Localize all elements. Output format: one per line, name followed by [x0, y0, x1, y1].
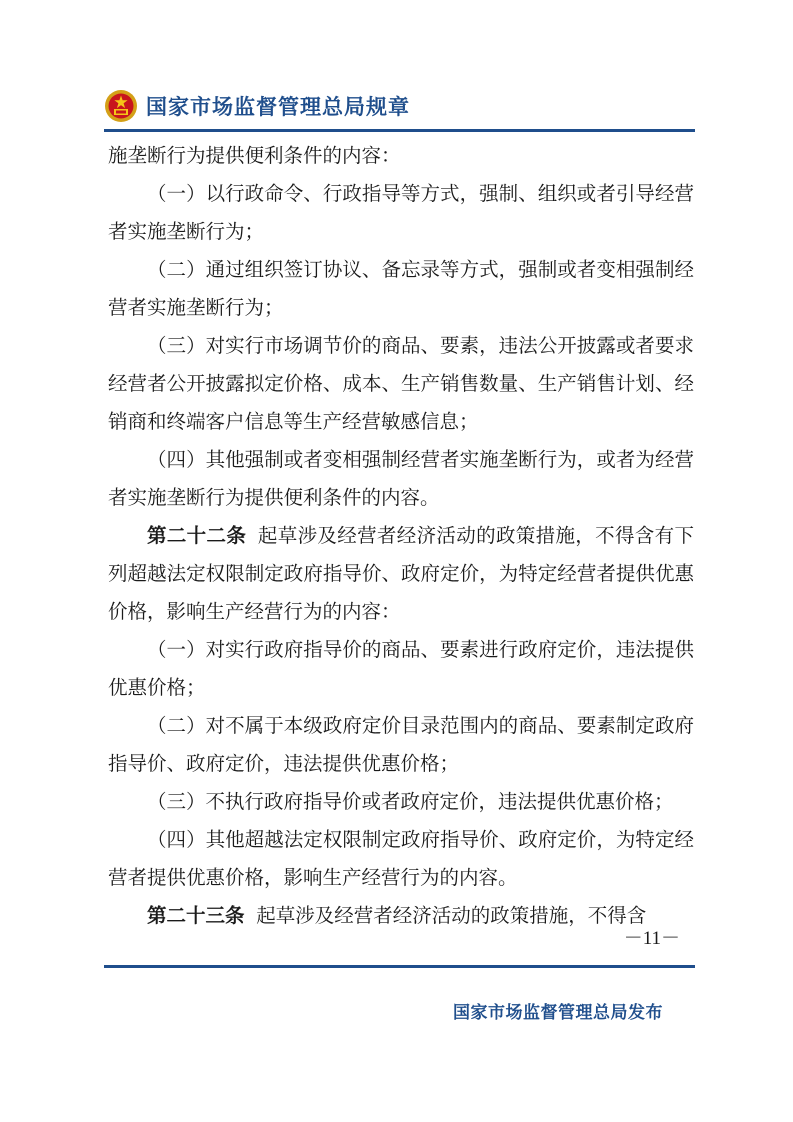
article-number: 第二十二条	[147, 524, 247, 547]
paragraph: （二）通过组织签订协议、备忘录等方式，强制或者变相强制经营者实施垄断行为；	[108, 258, 694, 319]
paragraph: （二）对不属于本级政府定价目录范围内的商品、要素制定政府指导价、政府定价，违法提供优惠价格；	[108, 714, 694, 775]
header-divider	[104, 129, 695, 132]
paragraph: （三）不执行政府指导价或者政府定价，违法提供优惠价格；	[147, 790, 674, 813]
footer-publisher: 国家市场监督管理总局发布	[453, 1003, 663, 1023]
paragraph: （三）对实行市场调节价的商品、要素，违法公开披露或者要求经营者公开披露拟定价格、成本、生产销售数量、生产销售计划、经销商和终端客户信息等生产经营敏感信息；	[108, 334, 694, 433]
paragraph: （四）其他超越法定权限制定政府指导价、政府定价，为特定经营者提供优惠价格，影响生产经营行为的内容。	[108, 828, 694, 889]
page-number: －11－	[623, 928, 680, 949]
page-header	[104, 86, 410, 126]
article-number: 第二十三条	[147, 904, 245, 927]
paragraph: （一）对实行政府指导价的商品、要素进行政府定价，违法提供优惠价格；	[108, 638, 694, 699]
paragraph: （四）其他强制或者变相强制经营者实施垄断行为，或者为经营者实施垄断行为提供便利条件的内容。	[108, 448, 694, 509]
paragraph: 施垄断行为提供便利条件的内容：	[108, 144, 401, 167]
footer-divider	[104, 965, 695, 968]
article-paragraph: 第二十二条 起草涉及经营者经济活动的政策措施，不得含有下列超越法定权限制定政府指导价、政府定价，为特定经营者提供优惠价格，影响生产经营行为的内容：	[108, 524, 694, 623]
article-paragraph: 第二十三条 起草涉及经营者经济活动的政策措施，不得含	[147, 904, 647, 927]
document-body	[108, 137, 694, 935]
paragraph: （一）以行政命令、行政指导等方式，强制、组织或者引导经营者实施垄断行为；	[108, 182, 694, 243]
national-emblem-icon	[104, 89, 138, 123]
header-title: 国家市场监督管理总局规章	[146, 95, 410, 119]
